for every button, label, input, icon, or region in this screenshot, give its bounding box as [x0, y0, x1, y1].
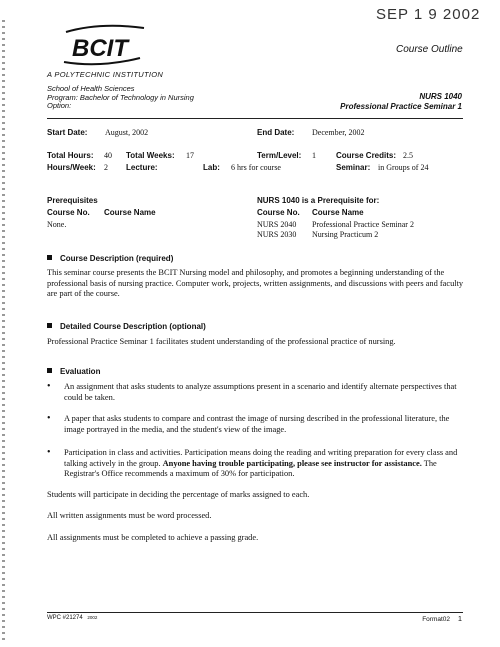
prereq-heading: Prerequisites: [47, 196, 98, 205]
option-label: Option:: [47, 101, 72, 111]
logo-text: BCIT: [72, 35, 128, 62]
footer-right: [422, 614, 462, 623]
hours-week-label: Hours/Week:: [47, 163, 96, 172]
bullet-icon: •: [47, 413, 51, 424]
seminar-value: in Groups of 24: [378, 163, 429, 172]
evaluation-heading: [47, 367, 100, 376]
prereq-for-no: NURS 2030: [257, 230, 297, 239]
course-code: NURS 1040: [419, 92, 462, 101]
detailed-description-heading: [47, 322, 206, 331]
date-stamp: SEP 1 9 2002: [376, 6, 481, 23]
evaluation-item-3: [64, 448, 464, 480]
bcit-logo: [60, 22, 150, 68]
total-hours-value: 40: [104, 151, 112, 160]
logo-tagline: A POLYTECHNIC INSTITUTION: [47, 70, 164, 79]
prereq-for-no: NURS 2040: [257, 220, 297, 229]
course-title: Professional Practice Seminar 1: [340, 102, 462, 111]
evaluation-item-3-text: Participation in class and activities. Participation means doing the reading and writing preparation for every class and talking actively in the group.: [64, 448, 458, 468]
evaluation-item-3-note: The Registrar's Office recommends a maximum of 30% for participation.: [64, 458, 437, 478]
bullet-icon: •: [47, 447, 51, 458]
footer-doc-id: WPC #21274: [47, 615, 83, 621]
course-description-heading: [47, 254, 173, 263]
bcit-logo-graphic: [60, 22, 150, 68]
footer-left: [47, 615, 97, 621]
seminar-label: Seminar:: [336, 163, 371, 172]
detailed-description-text: Professional Practice Seminar 1 facilitates student understanding of the professional practice of nursing.: [47, 337, 396, 346]
bullet-icon: •: [47, 381, 51, 392]
lecture-label: Lecture:: [126, 163, 158, 172]
prereq-value: None.: [47, 220, 67, 229]
prereq-for-col-no: Course No.: [257, 208, 300, 217]
evaluation-item-1: An assignment that asks students to analyze assumptions present in a scenario and identify alternate perspectives that could be taken.: [64, 382, 457, 402]
prereq-for-name: Professional Practice Seminar 2: [312, 220, 414, 229]
school-name: School of Health Sciences: [47, 84, 135, 93]
course-description-heading-text: Course Description (required): [60, 254, 174, 263]
course-credits-value: 2.5: [403, 151, 413, 160]
prereq-for-name: Nursing Practicum 2: [312, 230, 379, 239]
prereq-for-col-name: Course Name: [312, 208, 364, 217]
table-row: [257, 230, 378, 239]
term-level-value: 1: [312, 151, 316, 160]
prereq-for-heading: NURS 1040 is a Prerequisite for:: [257, 196, 380, 205]
prereq-col-name: Course Name: [104, 208, 156, 217]
header-rule: [47, 118, 463, 119]
prereq-col-no: Course No.: [47, 208, 90, 217]
detailed-description-heading-text: Detailed Course Description (optional): [60, 322, 206, 331]
evaluation-item-2: A paper that asks students to compare and contrast the image of nursing described in the professional literature, the image portrayed in the media, and the student's view of the image.: [64, 414, 450, 434]
hours-week-value: 2: [104, 163, 108, 172]
end-date-label: End Date:: [257, 128, 295, 137]
lab-label: Lab:: [203, 163, 220, 172]
square-bullet-icon: [47, 323, 52, 328]
footer-format: Format02: [422, 616, 451, 623]
end-date-value: December, 2002: [312, 128, 365, 137]
term-level-label: Term/Level:: [257, 151, 302, 160]
page-number: 1: [457, 614, 462, 623]
doc-type: Course Outline: [396, 44, 463, 55]
program-name: Program: Bachelor of Technology in Nursing: [47, 92, 194, 102]
program-info: [47, 85, 194, 111]
course-credits-label: Course Credits:: [336, 151, 397, 160]
evaluation-heading-text: Evaluation: [60, 367, 101, 376]
total-hours-label: Total Hours:: [47, 151, 94, 160]
evaluation-note-1: Students will participate in deciding the percentage of marks assigned to each.: [47, 490, 310, 499]
course-description-text: This seminar course presents the BCIT Nursing model and philosophy, and promotes a beginning understanding of the professional basis of nursing practice. Computer work, projects, written assignments, and discussions with peers and faculty are part of the course.: [47, 268, 464, 298]
total-weeks-label: Total Weeks:: [126, 151, 175, 160]
table-row: [257, 220, 414, 229]
start-date-label: Start Date:: [47, 128, 88, 137]
start-date-value: August, 2002: [105, 128, 149, 137]
square-bullet-icon: [47, 368, 52, 373]
course-heading: [340, 92, 462, 112]
evaluation-item-3-emphasis: Anyone having trouble participating, please see instructor for assistance.: [162, 458, 422, 468]
evaluation-note-3: All assignments must be completed to achieve a passing grade.: [47, 533, 259, 542]
footer-rule: [47, 612, 463, 613]
scan-edge: [2, 20, 5, 640]
evaluation-note-2: All written assignments must be word processed.: [47, 511, 212, 520]
lab-value: 6 hrs for course: [231, 163, 281, 172]
total-weeks-value: 17: [186, 151, 194, 160]
square-bullet-icon: [47, 255, 52, 260]
footer-year: 2002: [87, 615, 98, 620]
